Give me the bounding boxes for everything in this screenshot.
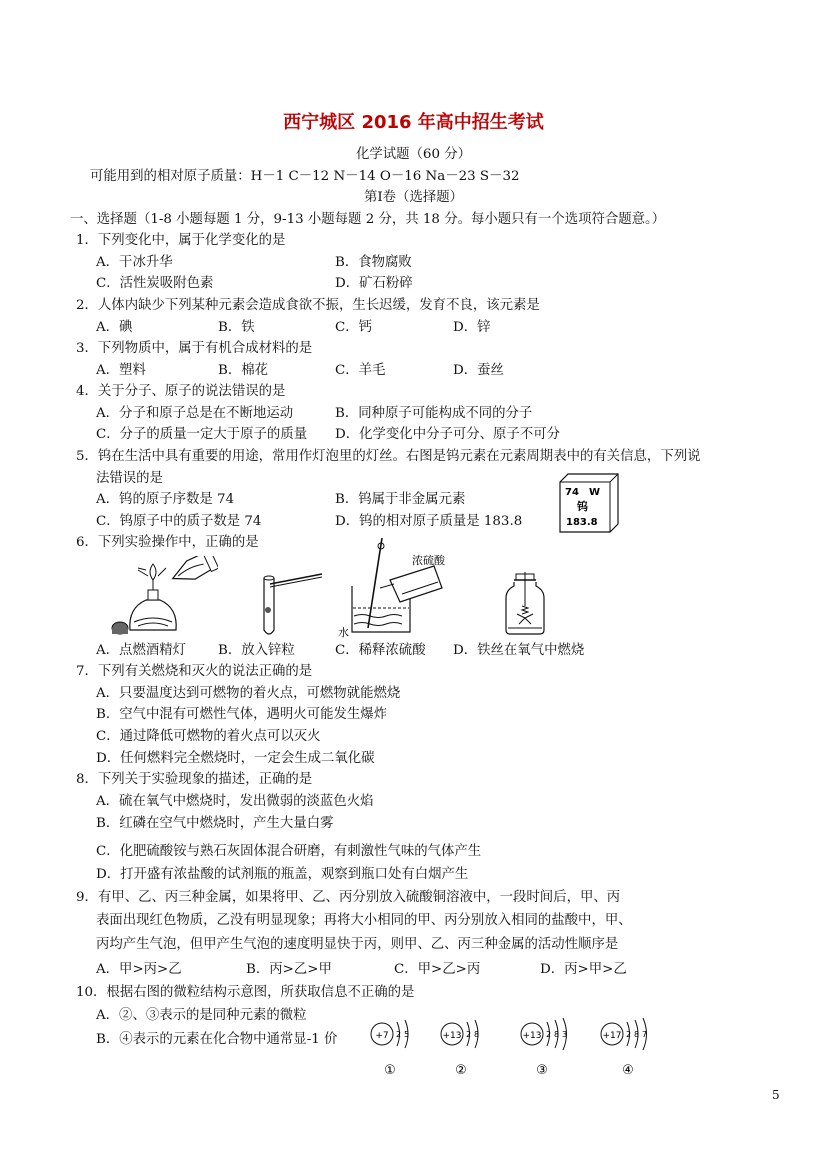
q1-option-c: C．活性炭吸附色素 [96, 276, 214, 291]
particle-3 [521, 1018, 567, 1078]
q7-option-b: B．空气中混有可燃性气体，遇明火可能发生爆炸 [96, 707, 388, 722]
tungsten-element-cell [556, 470, 624, 534]
q7-stem: 7．下列有关燃烧和灭火的说法正确的是 [76, 664, 313, 679]
particle-2-label: ② [455, 1063, 467, 1078]
q2-option-c: C．钙 [335, 320, 373, 335]
particle-4 [601, 1018, 647, 1078]
q9-stem-line1: 9．有甲、乙、丙三种金属，如果将甲、乙、丙分别放入硫酸铜溶液中，一段时间后，甲、丙 [76, 890, 621, 905]
particle-1-label: ① [384, 1063, 396, 1078]
particle-4-label: ④ [622, 1063, 634, 1078]
q8-option-b: B．红磷在空气中燃烧时，产生大量白雾 [96, 816, 334, 831]
q6-option-b: B．放入锌粒 [218, 643, 295, 658]
q10-option-a: A．②、③表示的是同种元素的微粒 [96, 1008, 307, 1023]
q9-option-a: A．甲>丙>乙 [96, 962, 182, 977]
q6-stem: 6．下列实验操作中，正确的是 [76, 535, 259, 550]
particle-2 [441, 1020, 479, 1078]
particle-4-nucleus: +17 [602, 1031, 622, 1041]
q9-stem-line2: 表面出现红色物质，乙没有明显现象；再将大小相同的甲、丙分别放入相同的盐酸中，甲、 [96, 913, 632, 928]
element-mass: 183.8 [566, 517, 598, 528]
particle-2-nucleus: +13 [442, 1031, 462, 1041]
particle-structure-diagrams [360, 1012, 670, 1080]
element-symbol: W [589, 487, 601, 498]
q3-stem: 3．下列物质中，属于有机合成材料的是 [76, 341, 313, 356]
q10-stem: 10．根据右图的微粒结构示意图，所获取信息不正确的是 [76, 985, 415, 1000]
particle-4-shell-1: 2 [626, 1030, 632, 1039]
q3-option-d: D．蚕丝 [453, 363, 504, 378]
q4-option-d: D．化学变化中分子可分、原子不可分 [335, 427, 560, 442]
exam-title: 西宁城区 2016 年高中招生考试 [283, 112, 544, 133]
q3-option-b: B．棉花 [218, 363, 269, 378]
q8-option-c: C．化肥硫酸铵与熟石灰固体混合研磨，有刺激性气味的气体产生 [96, 844, 482, 859]
q2-option-d: D．锌 [453, 320, 491, 335]
q1-stem: 1．下列变化中，属于化学变化的是 [76, 233, 286, 248]
q10-option-b: B．④表示的元素在化合物中通常显-1 价 [96, 1032, 338, 1047]
q4-option-b: B．同种原子可能构成不同的分子 [335, 406, 533, 421]
particle-4-shell-2: 8 [634, 1030, 640, 1039]
subtitle: 化学试题（60 分） [355, 147, 472, 162]
test-tube-zinc-figure [258, 570, 328, 640]
iron-wire-oxygen-figure [496, 572, 556, 638]
q7-option-a: A．只要温度达到可燃物的着火点，可燃物就能燃烧 [96, 686, 401, 701]
particle-3-nucleus: +13 [522, 1031, 542, 1041]
label-water: 水 [338, 626, 349, 639]
particle-2-shell-2: 8 [474, 1030, 480, 1039]
q6-option-d: D．铁丝在氧气中燃烧 [453, 643, 585, 658]
dilute-sulfuric-acid-figure [338, 536, 450, 640]
element-number: 74 [565, 487, 579, 498]
q8-option-d: D．打开盛有浓盐酸的试剂瓶的瓶盖，观察到瓶口处有白烟产生 [96, 867, 469, 882]
q2-option-b: B．铁 [218, 320, 255, 335]
particle-1-shell-1: 2 [396, 1030, 402, 1039]
q5-option-b: B．钨属于非金属元素 [335, 492, 466, 507]
particle-3-label: ③ [536, 1063, 548, 1078]
q4-stem: 4．关于分子、原子的说法错误的是 [76, 384, 286, 399]
element-name: 钨 [577, 500, 588, 513]
particle-1-shell-2: 5 [404, 1030, 410, 1039]
q4-option-a: A．分子和原子总是在不断地运动 [96, 406, 294, 421]
q6-option-a: A．点燃酒精灯 [96, 643, 187, 658]
q4-option-c: C．分子的质量一定大于原子的质量 [96, 427, 308, 442]
q9-stem-line3: 丙均产生气泡，但甲产生气泡的速度明显快于丙，则甲、乙、丙三种金属的活动性顺序是 [96, 937, 619, 952]
q1-option-d: D．矿石粉碎 [335, 276, 413, 291]
particle-1 [371, 1020, 409, 1078]
section-heading: 第Ⅰ卷（选择题） [363, 190, 464, 205]
q8-option-a: A．硫在氧气中燃烧时，发出微弱的淡蓝色火焰 [96, 794, 374, 809]
q1-option-a: A．干冰升华 [96, 255, 173, 270]
atomic-mass-note: 可能用到的相对原子质量：H－1 C－12 N－14 O－16 Na－23 S－32 [90, 169, 520, 184]
q9-option-d: D．丙>甲>乙 [540, 962, 627, 977]
q1-option-b: B．食物腐败 [335, 255, 412, 270]
q5-stem-line1: 5．钨在生活中具有重要的用途，常用作灯泡里的灯丝。右图是钨元素在元素周期表中的有关信息，下列说 [76, 449, 701, 464]
particle-4-shell-3: 7 [642, 1030, 648, 1039]
q7-option-d: D．任何燃料完全燃烧时，一定会生成二氧化碳 [96, 751, 375, 766]
q6-option-c: C．稀释浓硫酸 [335, 643, 426, 658]
q3-option-a: A．塑料 [96, 363, 146, 378]
q5-option-a: A．钨的原子序数是 74 [96, 492, 235, 507]
q7-option-c: C．通过降低可燃物的着火点可以灭火 [96, 729, 321, 744]
q2-option-a: A．碘 [96, 320, 133, 335]
particle-3-shell-3: 3 [562, 1030, 568, 1039]
q5-option-c: C．钨原子中的质子数是 74 [96, 514, 262, 529]
label-conc-acid: 浓硫酸 [412, 554, 445, 567]
alcohol-lamp-figure [108, 556, 218, 638]
particle-1-nucleus: +7 [375, 1031, 389, 1041]
particle-3-shell-2: 8 [554, 1030, 560, 1039]
q2-stem: 2．人体内缺少下列某种元素会造成食欲不振，生长迟缓，发育不良，该元素是 [76, 298, 540, 313]
q8-stem: 8．下列关于实验现象的描述，正确的是 [76, 772, 313, 787]
q5-option-d: D．钨的相对原子质量是 183.8 [335, 514, 523, 529]
instructions: 一、选择题（1-8 小题每题 1 分，9-13 小题每题 2 分，共 18 分。每小题只有一个选项符合题意。） [70, 212, 666, 227]
q5-stem-line2: 法错误的是 [96, 471, 163, 486]
q9-option-c: C．甲>乙>丙 [394, 962, 481, 977]
particle-2-shell-1: 2 [466, 1030, 472, 1039]
q9-option-b: B．丙>乙>甲 [246, 962, 332, 977]
page-number: 5 [772, 1088, 780, 1102]
particle-3-shell-1: 2 [546, 1030, 552, 1039]
q3-option-c: C．羊毛 [335, 363, 386, 378]
